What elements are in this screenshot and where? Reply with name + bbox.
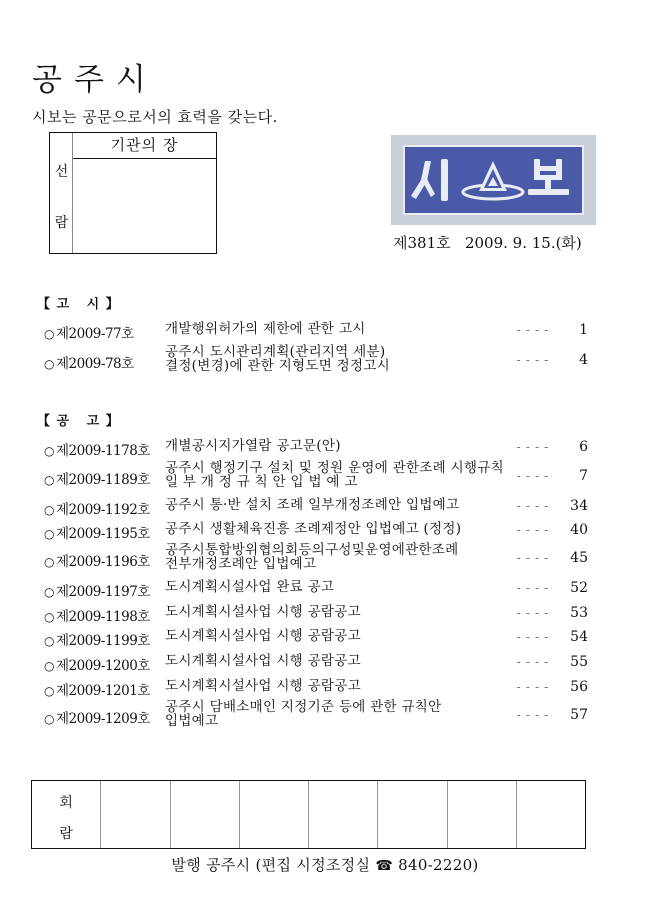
bullet-icon: ○ [44, 610, 54, 624]
leader-dashes: ---- [515, 708, 552, 722]
notice-title[interactable]: 도시계획시설사업 완료 공고 [165, 579, 335, 595]
leader-dashes: ---- [515, 323, 552, 337]
leader-dashes: ---- [515, 499, 552, 513]
page-number: 4 [579, 352, 588, 368]
notice-number: ○ 제2009-1195호 [44, 526, 150, 542]
bullet-icon: ○ [44, 712, 54, 726]
notice-number: ○ 제2009-1196호 [44, 554, 150, 570]
bullet-icon: ○ [44, 327, 54, 341]
phone-icon: ☎ [375, 858, 394, 874]
page-number: 34 [570, 498, 588, 514]
routing-header: 기관의 장 [73, 133, 216, 159]
bullet-icon: ○ [44, 444, 54, 458]
leader-dashes: ---- [515, 523, 552, 537]
leader-dashes: ---- [515, 606, 552, 620]
page-number: 7 [579, 468, 588, 484]
notice-number: ○ 제2009-77호 [44, 326, 134, 342]
page-number: 56 [570, 679, 588, 695]
page-number: 53 [570, 605, 588, 621]
bullet-icon: ○ [44, 634, 54, 648]
signature-cell [100, 781, 169, 848]
notice-number: ○ 제2009-1200호 [44, 658, 150, 674]
notice-number: ○ 제2009-1198호 [44, 609, 150, 625]
page-number: 1 [579, 322, 588, 338]
bullet-icon: ○ [44, 585, 54, 599]
bullet-icon: ○ [44, 503, 54, 517]
circulation-table [31, 780, 586, 849]
signature-cell [447, 781, 516, 848]
routing-box [49, 132, 217, 254]
notice-title[interactable]: 공주시 생활체육진흥 조례제정안 입법예고 (정정) [165, 521, 462, 537]
leader-dashes: ---- [515, 630, 552, 644]
bullet-icon: ○ [44, 659, 54, 673]
phone-number: 840-2220) [393, 856, 479, 874]
page-number: 55 [570, 654, 588, 670]
routing-side-char-bottom: 람 [54, 215, 69, 231]
routing-side-label [50, 133, 73, 253]
page-number: 6 [579, 439, 588, 455]
circulation-char-bottom: 람 [59, 826, 73, 842]
page-number: 45 [570, 550, 588, 566]
page-number: 57 [570, 707, 588, 723]
leader-dashes: ---- [515, 655, 552, 669]
section-heading-gosi: 【 고 시 】 [37, 297, 120, 312]
notice-title[interactable]: 공주시 통·반 설치 조례 일부개정조례안 입법예고 [165, 497, 460, 513]
bullet-icon: ○ [44, 555, 54, 569]
circulation-char-top: 회 [59, 795, 73, 811]
leader-dashes: ---- [515, 440, 552, 454]
leader-dashes: ---- [515, 581, 552, 595]
notice-number: ○ 제2009-1192호 [44, 502, 150, 518]
bullet-icon: ○ [44, 357, 54, 371]
leader-dashes: ---- [515, 551, 552, 565]
bullet-icon: ○ [44, 684, 54, 698]
city-title: 공주시 [32, 62, 158, 98]
routing-side-char-top: 선 [54, 164, 69, 180]
leader-dashes: ---- [515, 680, 552, 694]
notice-title[interactable]: 도시계획시설사업 시행 공람공고 [165, 653, 361, 669]
notice-title[interactable]: 개별공시지가열람 공고문(안) [165, 438, 341, 454]
publisher-footer: 발행 공주시 (편집 시정조정실 ☎ 840-2220) [171, 856, 479, 874]
signature-cell [170, 781, 239, 848]
notice-number: ○ 제2009-1199호 [44, 633, 150, 649]
notice-number: ○ 제2009-1201호 [44, 683, 150, 699]
signature-cell [308, 781, 377, 848]
notice-number: ○ 제2009-1197호 [44, 584, 150, 600]
page-number: 54 [570, 629, 588, 645]
page-number: 40 [570, 522, 588, 538]
leader-dashes: ---- [515, 469, 552, 483]
bullet-icon: ○ [44, 473, 54, 487]
sibo-logo-panel [403, 145, 584, 215]
issue-info [393, 233, 582, 253]
notice-number: ○ 제2009-1178호 [44, 443, 150, 459]
triangle-ring-emblem-icon [463, 161, 523, 199]
notice-title[interactable]: 도시계획시설사업 시행 공람공고 [165, 678, 361, 694]
notice-number: ○ 제2009-1209호 [44, 711, 150, 727]
circulation-label [32, 781, 100, 848]
notice-number: ○ 제2009-78호 [44, 356, 134, 372]
bullet-icon: ○ [44, 527, 54, 541]
signature-cell [516, 781, 585, 848]
notice-number: ○ 제2009-1189호 [44, 472, 150, 488]
notice-title[interactable]: 공주시 담배소매인 지정기준 등에 관한 규칙안 입법예고 [165, 699, 442, 729]
notice-title[interactable]: 공주시 도시관리계획(관리지역 세분) 결정(변경)에 관한 지형도면 정정고시 [165, 344, 391, 374]
sibo-logo [391, 135, 596, 225]
notice-title[interactable]: 도시계획시설사업 시행 공람공고 [165, 628, 361, 644]
section-heading-gonggo: 【 공 고 】 [37, 414, 120, 429]
issue-date: 2009. 9. 15.(화) [464, 234, 582, 252]
page-number: 52 [570, 580, 588, 596]
tagline: 시보는 공문으로서의 효력을 갖는다. [32, 108, 278, 126]
notice-title[interactable]: 도시계획시설사업 시행 공람공고 [165, 604, 361, 620]
signature-cell [377, 781, 446, 848]
leader-dashes: ---- [515, 353, 552, 367]
notice-title[interactable]: 개발행위허가의 제한에 관한 고시 [165, 321, 366, 337]
notice-title[interactable]: 공주시 행정기구 설치 및 정원 운영에 관한조례 시행규칙 일 부 개 정 규 칙 안 입 법 예 고 [165, 460, 504, 490]
signature-cell [239, 781, 308, 848]
issue-number: 제381호 [393, 234, 451, 252]
sibo-logo-icon [405, 147, 582, 213]
notice-title[interactable]: 공주시통합방위협의회등의구성및운영에관한조례 전부개정조례안 입법예고 [165, 542, 459, 572]
